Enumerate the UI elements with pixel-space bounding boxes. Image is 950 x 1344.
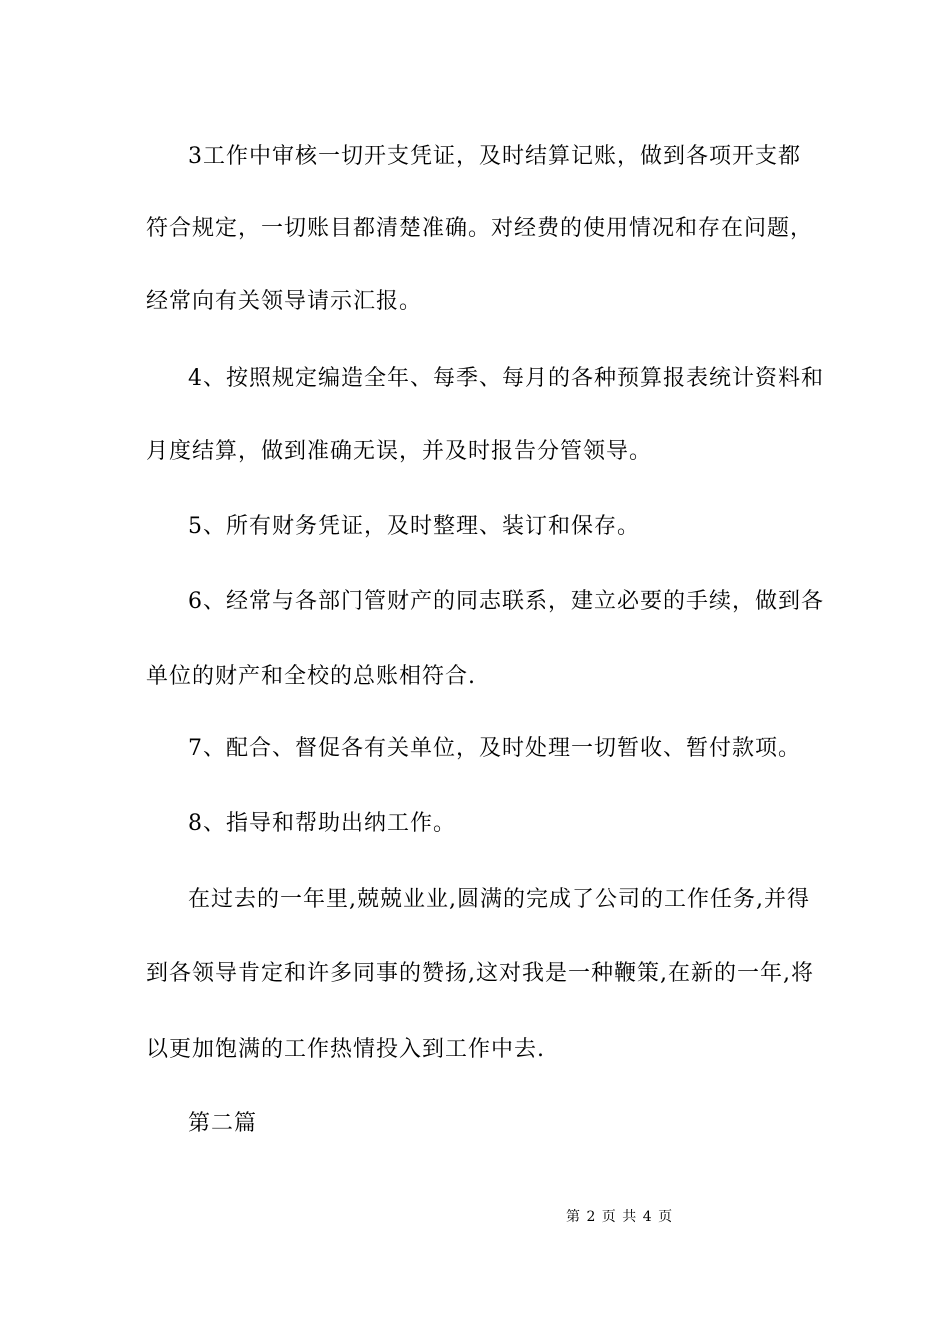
summary-line-1: 在过去的一年里,兢兢业业,圆满的完成了公司的工作任务,并得 [188, 887, 810, 912]
paragraph-3-line-2: 符合规定，一切账目都清楚准确。对经费的使用情况和存在问题， [146, 216, 814, 241]
section-heading: 第二篇 [188, 1111, 258, 1136]
summary-line-2: 到各领导肯定和许多同事的赞扬,这对我是一种鞭策,在新的一年,将 [146, 961, 814, 986]
paragraph-8-line-1: 8、指导和帮助出纳工作。 [188, 811, 456, 836]
paragraph-6-line-2: 单位的财产和全校的总账相符合. [146, 664, 476, 689]
paragraph-7-line-1: 7、配合、督促各有关单位，及时处理一切暂收、暂付款项。 [188, 736, 801, 761]
paragraph-3-line-3: 经常向有关领导请示汇报。 [146, 289, 423, 314]
paragraph-4-line-1: 4、按照规定编造全年、每季、每月的各种预算报表统计资料和 [188, 366, 824, 391]
paragraph-6-line-1: 6、经常与各部门管财产的同志联系，建立必要的手续，做到各 [188, 589, 824, 614]
paragraph-5-line-1: 5、所有财务凭证，及时整理、装订和保存。 [188, 514, 640, 539]
paragraph-3-line-1: 3工作中审核一切开支凭证，及时结算记账，做到各项开支都 [188, 144, 801, 169]
paragraph-4-line-2: 月度结算，做到准确无误，并及时报告分管领导。 [146, 439, 653, 464]
summary-line-3: 以更加饱满的工作热情投入到工作中去. [146, 1037, 545, 1062]
page-number: 第 2 页 共 4 页 [566, 1209, 674, 1225]
